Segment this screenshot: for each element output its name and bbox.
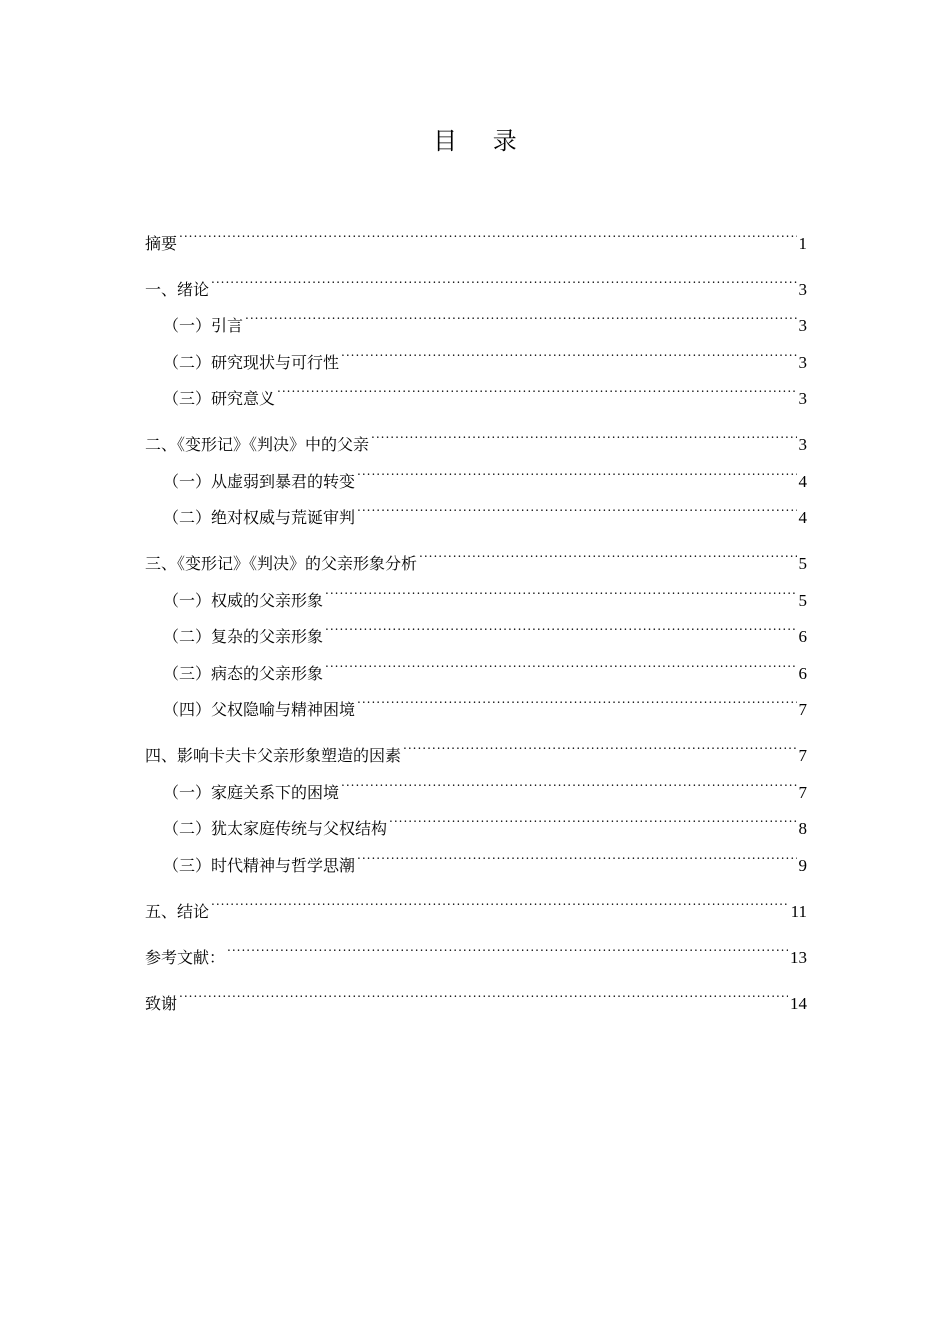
toc-entry[interactable] [145, 212, 807, 253]
dot-leader [245, 295, 796, 332]
toc-entry[interactable] [145, 295, 807, 335]
table-of-contents [145, 212, 807, 1013]
dot-leader [179, 212, 796, 249]
toc-entry-page-number: 3 [798, 316, 807, 335]
toc-entry-label: 致谢 [145, 993, 178, 1013]
dot-leader [325, 642, 796, 679]
dot-leader [419, 533, 796, 570]
toc-entry[interactable] [145, 414, 807, 454]
toc-entry-page-number: 5 [798, 590, 807, 610]
toc-entry-label: 五、结论 [145, 901, 210, 921]
toc-entry-label: （一）引言 [163, 316, 244, 335]
toc-entry-label: （二）复杂的父亲形象 [163, 627, 324, 646]
toc-entry-page-number: 7 [798, 782, 807, 802]
toc-entry-page-number: 5 [798, 554, 807, 573]
dot-leader [371, 414, 796, 451]
dot-leader [211, 880, 789, 917]
toc-entry-label: （三）研究意义 [163, 389, 276, 408]
dot-leader [357, 834, 796, 871]
dot-leader [357, 450, 796, 487]
toc-entry-page-number: 3 [798, 352, 807, 372]
dot-leader [357, 679, 796, 716]
toc-entry[interactable] [145, 725, 807, 765]
dot-leader [357, 487, 796, 524]
toc-entry-label: 一、绪论 [145, 279, 210, 299]
dot-leader [277, 368, 796, 405]
toc-entry-page-number: 8 [798, 819, 807, 838]
toc-entry-page-number: 3 [798, 279, 807, 299]
toc-entry-label: （一）权威的父亲形象 [163, 590, 324, 610]
toc-entry-page-number: 4 [798, 471, 807, 491]
toc-entry-page-number: 14 [790, 993, 807, 1013]
toc-entry-label: （二）研究现状与可行性 [163, 352, 340, 372]
toc-entry[interactable] [145, 258, 807, 299]
toc-entry-label: （一）从虚弱到暴君的转变 [163, 471, 356, 491]
toc-entry[interactable] [145, 926, 807, 967]
dot-leader [211, 258, 796, 295]
toc-entry-page-number: 7 [798, 746, 807, 765]
dot-leader [403, 725, 796, 762]
toc-entry-page-number: 3 [798, 435, 807, 454]
toc-entry-label: （三）时代精神与哲学思潮 [163, 855, 356, 875]
dot-leader [341, 761, 796, 798]
toc-entry-page-number: 6 [798, 663, 807, 683]
toc-entry-page-number: 6 [798, 627, 807, 646]
toc-entry-page-number: 4 [798, 508, 807, 527]
dot-leader [325, 606, 796, 643]
toc-entry-label: （二）犹太家庭传统与父权结构 [163, 819, 388, 838]
dot-leader [325, 569, 796, 606]
toc-entry-page-number: 13 [790, 947, 807, 967]
toc-entry-page-number: 3 [798, 389, 807, 408]
toc-entry-label: 参考文献： [145, 947, 226, 967]
toc-entry-page-number: 7 [798, 700, 807, 719]
toc-entry-label: （一）家庭关系下的困境 [163, 782, 340, 802]
toc-entry-page-number: 1 [798, 233, 807, 253]
toc-entry-label: （四）父权隐喻与精神困境 [163, 700, 356, 719]
toc-entry-label: 摘要 [145, 233, 178, 253]
toc-entry[interactable] [145, 533, 807, 573]
page-title: 目 录 [433, 127, 531, 155]
toc-entry[interactable] [145, 880, 807, 921]
toc-entry[interactable] [145, 331, 807, 372]
dot-leader [227, 926, 788, 963]
toc-entry-label: 四、影响卡夫卡父亲形象塑造的因素 [145, 746, 402, 765]
dot-leader [341, 331, 796, 368]
toc-entry[interactable] [145, 972, 807, 1013]
toc-entry-page-number: 9 [798, 855, 807, 875]
toc-entry-label: （三）病态的父亲形象 [163, 663, 324, 683]
dot-leader [389, 798, 796, 835]
dot-leader [179, 972, 788, 1009]
toc-entry-page-number: 11 [790, 901, 807, 921]
toc-entry-label: 三、《变形记》《判决》的父亲形象分析 [145, 554, 418, 573]
toc-entry-label: 二、《变形记》《判决》中的父亲 [145, 435, 370, 454]
toc-entry-label: （二）绝对权威与荒诞审判 [163, 508, 356, 527]
